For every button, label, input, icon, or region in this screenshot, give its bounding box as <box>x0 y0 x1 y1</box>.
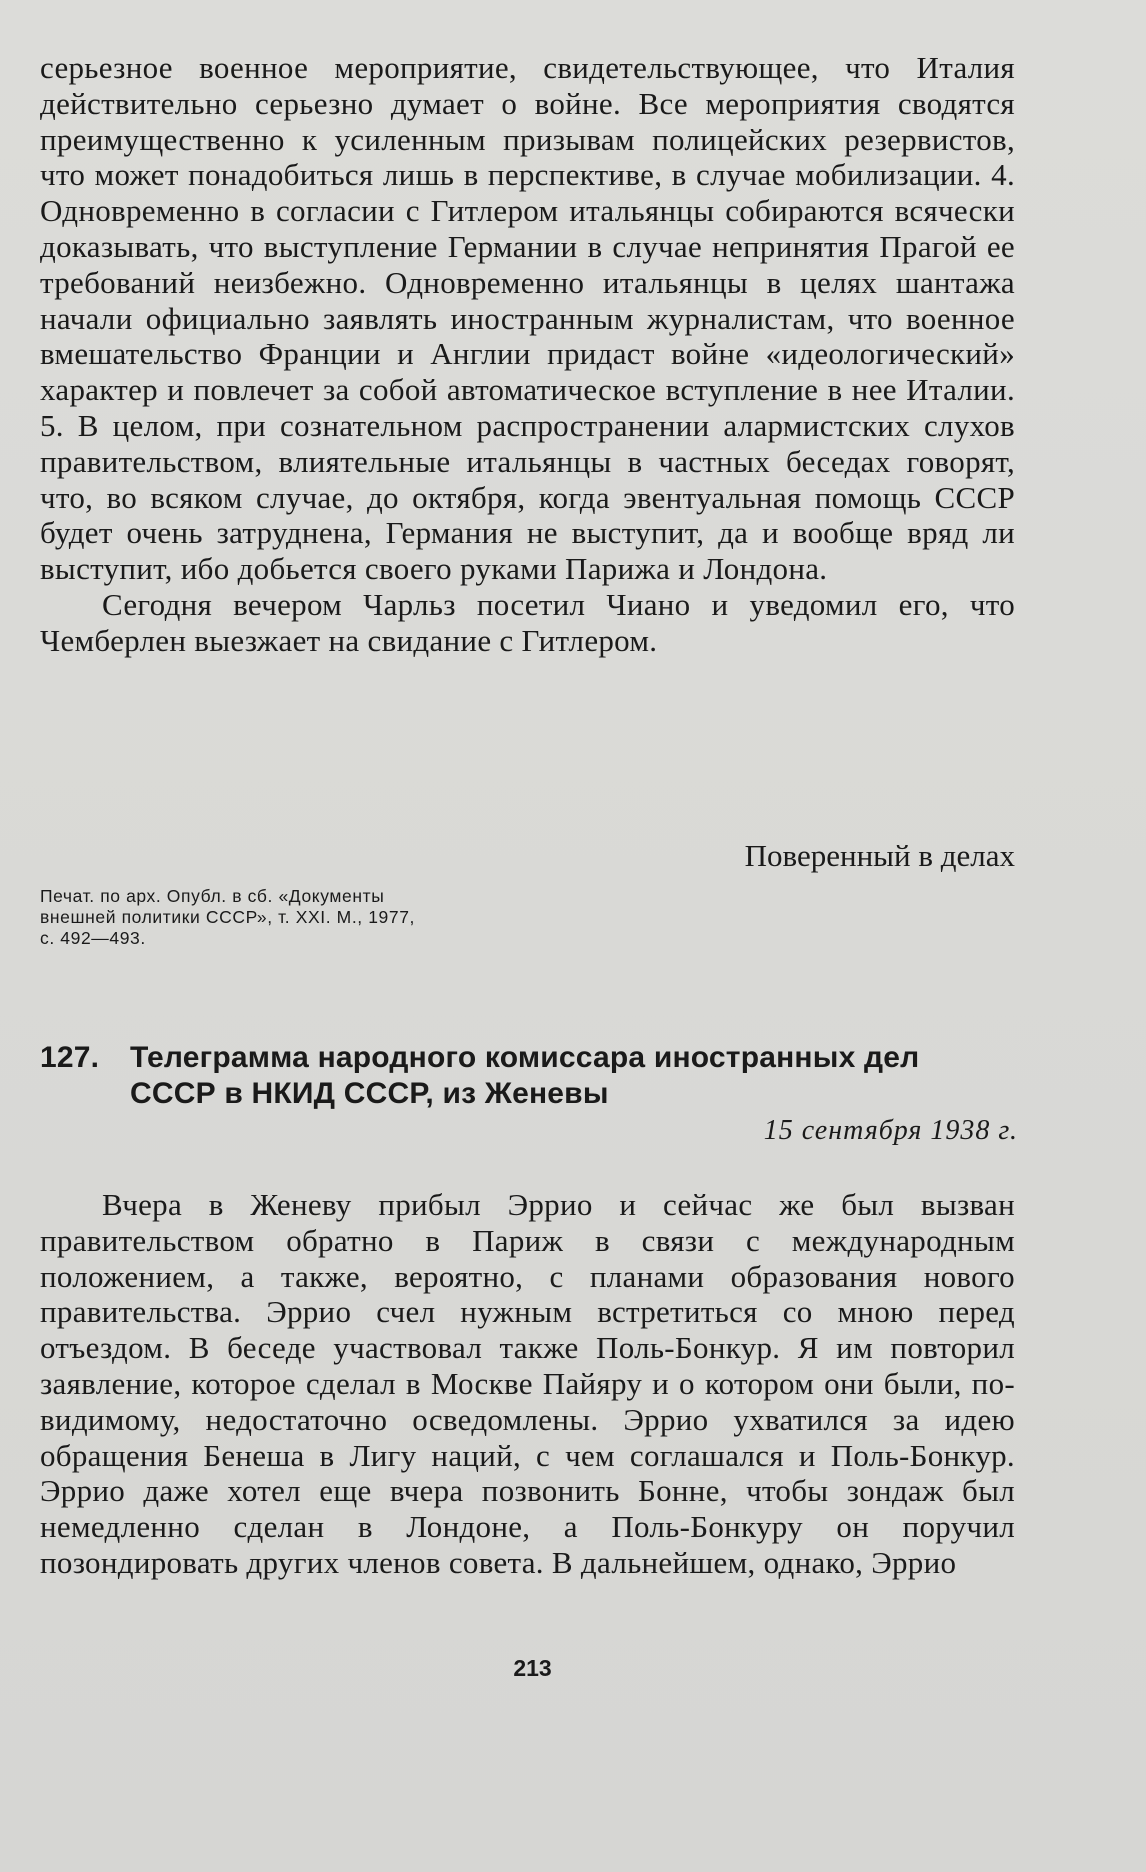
document-number: 127. <box>40 1041 100 1074</box>
paragraph-chiano-visit: Сегодня вечером Чарльз посетил Чиано и уведомил его, что Чемберлен выезжает на свидание с Гитлером. <box>40 586 1015 658</box>
document-body-block <box>40 1187 1015 1581</box>
document-title-line2: СССР в НКИД СССР, из Женевы <box>130 1077 609 1110</box>
top-text-block <box>40 50 1015 659</box>
signature: Поверенный в делах <box>744 838 1015 873</box>
paragraph-italy-measures: серьезное военное мероприятие, свидетельствующее, что Италия действительно серьезно думает о войне. Все мероприятия сводятся преимущественно к усиленным призывам полицейских резервистов, что может понадобиться лишь в перспективе, в случае мобилизации. 4. Одновременно в согласии с Гитлером итальянцы собираются всячески доказывать, что выступление Германии в случае непринятия Прагой ее требований неизбежно. Одновременно итальянцы в целях шантажа начали официально заявлять иностранным журналистам, что военное вмешательство Франции и Англии придаст войне «идеологический» характер и повлечет за собой автоматическое вступление в нее Италии. 5. В целом, при сознательном распространении алармистских слухов правительством, влиятельные итальянцы в частных беседах говорят, что, во всяком случае, до октября, когда эвентуальная помощь СССР будет очень затруднена, Германия не выступит, да и вообще вряд ли выступит, ибо добьется своего руками Парижа и Лондона. <box>40 50 1015 587</box>
document-heading <box>40 1040 1025 1112</box>
document-title-line1: Телеграмма народного комиссара иностранных дел <box>130 1041 920 1074</box>
page-number: 213 <box>513 1655 552 1681</box>
document-date: 15 сентября 1938 г. <box>763 1115 1018 1146</box>
source-note: Печат. по арх. Опубл. в сб. «Документы внешней политики СССР», т. XXI. М., 1977, с. 492—493. <box>40 886 416 948</box>
paragraph-herriot: Вчера в Женеву прибыл Эррио и сейчас же был вызван правительством обратно в Париж в связи с международным положением, а также, вероятно, с планами образования нового правительства. Эррио счел нужным встретиться со мною перед отъездом. В беседе участвовал также Поль-Бонкур. Я им повторил заявление, которое сделал в Москве Пайяру и о котором они были, по-видимому, недостаточно осведомлены. Эррио ухватился за идею обращения Бенеша в Лигу наций, с чем соглашался и Поль-Бонкур. Эррио даже хотел еще вчера позвонить Бонне, чтобы зондаж был немедленно сделан в Лондоне, а Поль-Бонкуру он поручил позондировать других членов совета. В дальнейшем, однако, Эррио <box>40 1187 1015 1580</box>
